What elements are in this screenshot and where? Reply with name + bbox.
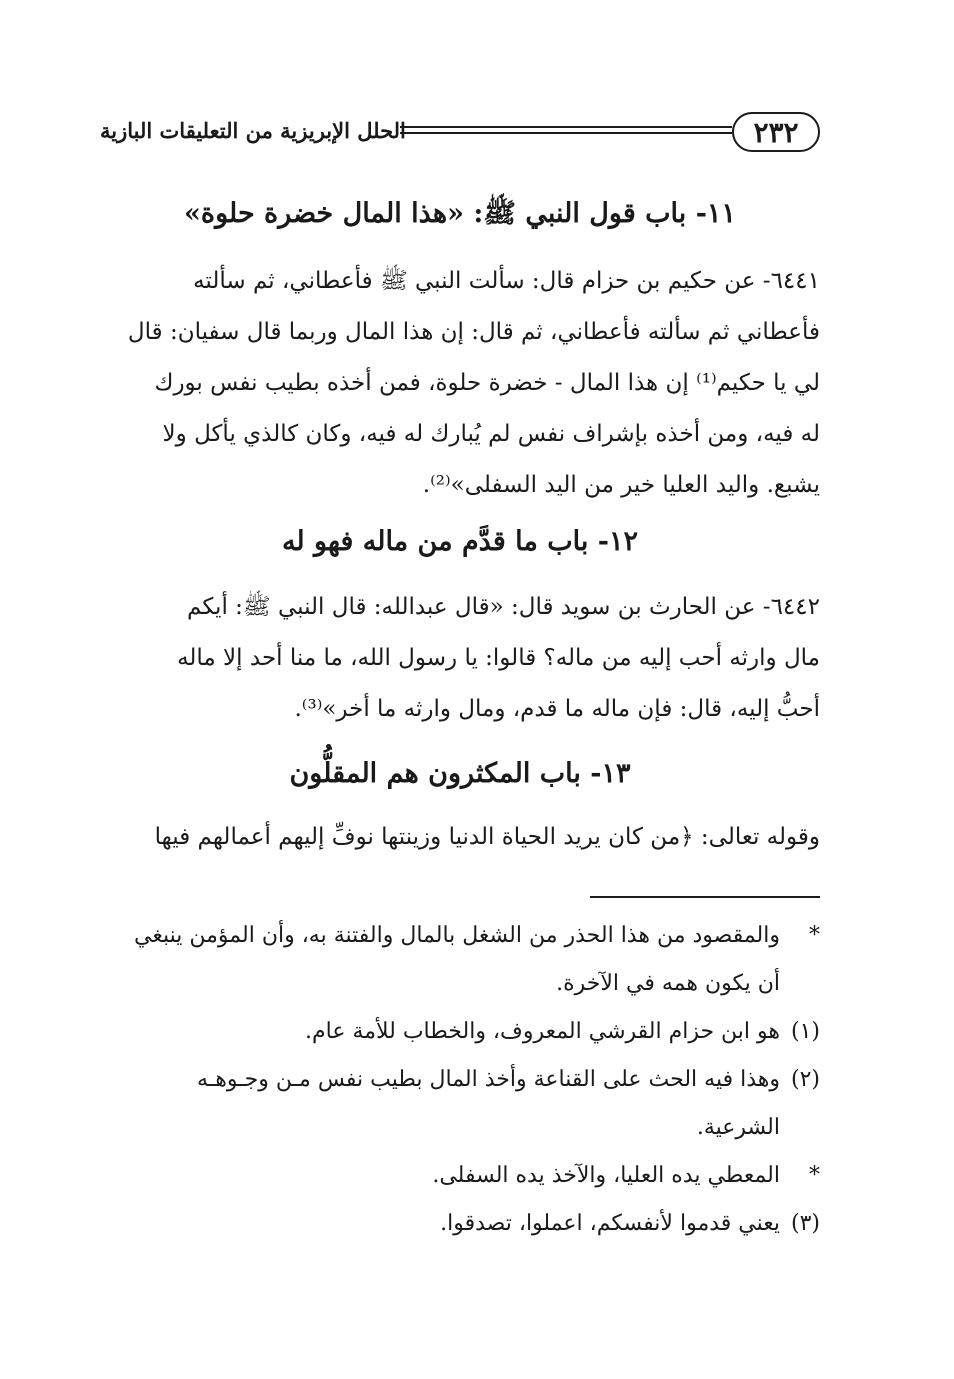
footnote-text: هو ابن حزام القرشي المعروف، والخطاب للأمة عام. [305, 1019, 780, 1044]
text-line: له فيه، ومن أخذه بإشراف نفس لم يُبارك له فيه، وكان كالذي يأكل ولا [162, 421, 820, 447]
hadith-6442 [100, 582, 820, 735]
footnote [100, 912, 820, 1008]
running-title: الحلل الإبريزية من التعليقات البازية [100, 118, 406, 143]
footnote-marker: * [809, 1163, 820, 1188]
page-header [100, 112, 820, 158]
footnote-marker: (٢) [790, 1067, 820, 1092]
footnote-text: أن يكون همه في الآخرة. [556, 971, 780, 996]
footnote-text: والمقصود من هذا الحذر من الشغل بالمال والفتنة به، وأن المؤمن ينبغي [134, 923, 780, 948]
text-line: يشبع. واليد العليا خير من اليد السفلى»⁽²⁾. [422, 472, 820, 498]
text-line: مال وارثه أحب إليه من ماله؟ قالوا: يا رسول الله، ما منا أحد إلا ماله [177, 645, 820, 671]
text-line: وقوله تعالى: ﴿من كان يريد الحياة الدنيا وزينتها نوفِّ إليهم أعمالهم فيها [154, 824, 820, 850]
footnote [100, 1008, 820, 1056]
chapter-13-text [100, 812, 820, 863]
text-line: لي يا حكيم⁽¹⁾ إن هذا المال - خضرة حلوة، فمن أخذه بطيب نفس بورك [154, 370, 820, 396]
footnote [100, 1152, 820, 1200]
text-line: أحبُّ إليه، قال: فإن ماله ما قدم، ومال وارثه ما أخر»⁽³⁾. [294, 696, 820, 722]
footnote-text: وهذا فيه الحث على القناعة وأخذ المال بطيب نفس مـن وجـوهـه [196, 1067, 780, 1092]
footnote-text: الشرعية. [696, 1115, 780, 1140]
header-rule [400, 126, 732, 128]
chapter-heading-11: ١١- باب قول النبي ﷺ: «هذا المال خضرة حلوة» [184, 198, 736, 229]
chapter-heading-12: ١٢- باب ما قدَّم من ماله فهو له [281, 526, 639, 557]
book-page [100, 0, 820, 1379]
page-number: ٢٣٢ [732, 112, 820, 152]
footnote-text: المعطي يده العليا، والآخذ يده السفلى. [432, 1163, 780, 1188]
footnote-text: يعني قدموا لأنفسكم، اعملوا، تصدقوا. [440, 1211, 780, 1236]
footnote-marker: (١) [790, 1019, 820, 1044]
footnote-marker: * [809, 923, 820, 948]
header-rule [400, 132, 732, 134]
chapter-heading-13: ١٣- باب المكثرون هم المقلُّون [289, 758, 631, 789]
hadith-6441 [100, 256, 820, 511]
footnotes [100, 912, 820, 1248]
text-line: ٦٤٤١- عن حكيم بن حزام قال: سألت النبي ﷺ فأعطاني، ثم سألته [193, 268, 820, 294]
footnote [100, 1200, 820, 1248]
text-line: ٦٤٤٢- عن الحارث بن سويد قال: «قال عبدالله: قال النبي ﷺ: أيكم [187, 594, 820, 620]
text-line: فأعطاني ثم سألته فأعطاني، ثم قال: إن هذا المال وربما قال سفيان: قال [127, 319, 820, 345]
footnote-marker: (٣) [790, 1211, 820, 1236]
footnote-separator [590, 896, 820, 898]
footnote [100, 1056, 820, 1152]
